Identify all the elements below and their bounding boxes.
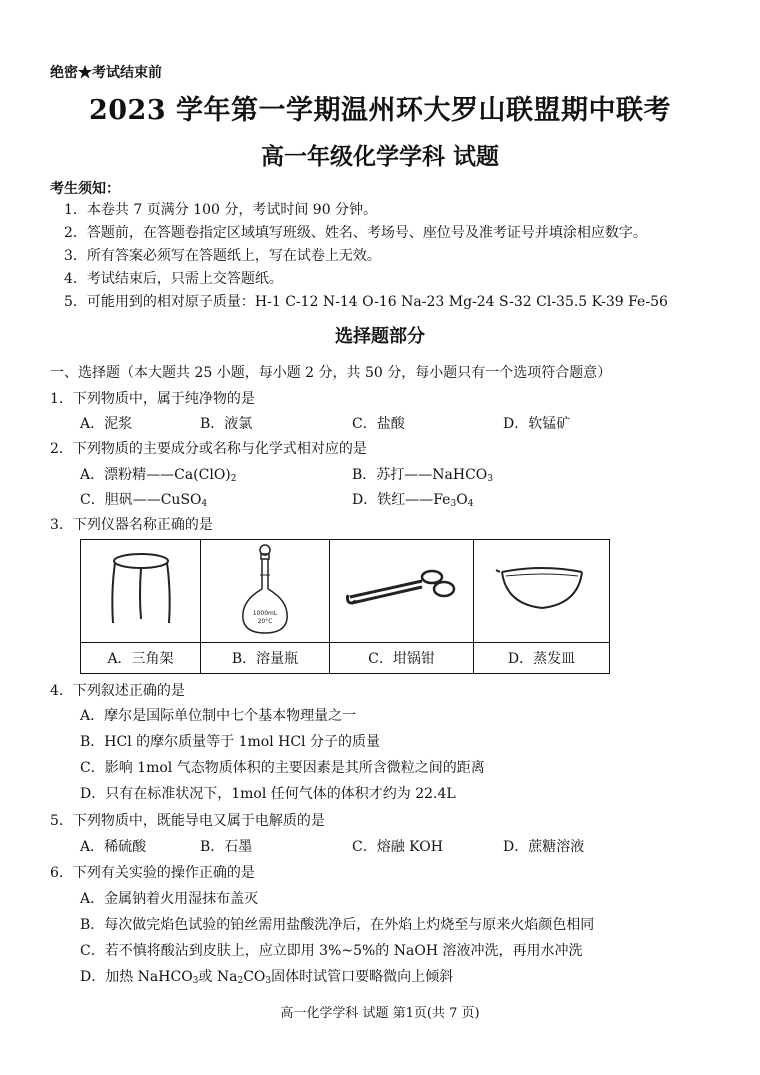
secret-label: 绝密★考试结束前	[50, 65, 162, 81]
flask-temp-label: 20°C	[257, 618, 273, 625]
section-intro: 一、选择题（本大题共 25 小题，每小题 2 分，共 50 分，每小题只有一个选项符合题意）	[50, 365, 612, 381]
notice-item: 5．可能用到的相对原子质量：H-1 C-12 N-14 O-16 Na-23 Mg-24 S-32 Cl-35.5 K-39 Fe-56	[64, 294, 668, 310]
apparatus-cell	[201, 540, 330, 643]
option-c: C．熔融 KOH	[352, 839, 443, 855]
option-c: C．胆矾——CuSO$_4$	[80, 492, 208, 509]
question-5-options	[80, 836, 680, 856]
notice-heading: 考生须知：	[50, 181, 120, 197]
apparatus-cell	[474, 540, 610, 643]
exam-subtitle: 高一年级化学学科 试题	[260, 143, 499, 170]
apparatus-label: A．三角架	[81, 643, 201, 674]
volumetric-flask-icon	[235, 541, 295, 637]
option-a: A．泥浆	[80, 416, 133, 432]
option-c: C．影响 1mol 气态物质体积的主要因素是其所含微粒之间的距离	[80, 760, 485, 776]
question-6-stem: 6．下列有关实验的操作正确的是	[50, 865, 255, 881]
option-a: A．漂粉精$——Ca(ClO)_2$	[80, 467, 237, 484]
option-b: B．每次做完焰色试验的铂丝需用盐酸洗净后，在外焰上灼烧至与原来火焰颜色相同	[80, 917, 595, 933]
question-2-options-row1	[80, 464, 680, 484]
question-2-options-row2	[80, 489, 680, 509]
apparatus-cell	[330, 540, 474, 643]
option-c: C．盐酸	[352, 416, 405, 432]
section-title: 选择题部分	[335, 326, 425, 347]
apparatus-label: D．蒸发皿	[474, 643, 610, 674]
notice-list	[64, 199, 668, 314]
tripod-icon	[91, 541, 191, 637]
option-b: B．苏打——NaHCO$_3$	[352, 467, 494, 484]
option-b: B．液氯	[200, 416, 253, 432]
evaporating-dish-icon	[492, 554, 592, 624]
option-d: D．蔗糖溶液	[503, 839, 585, 855]
notice-item: 1．本卷共 7 页满分 100 分，考试时间 90 分钟。	[64, 202, 378, 218]
exam-title: 2023 学年第一学期温州环大罗山联盟期中联考	[88, 95, 672, 126]
option-b: B．石墨	[200, 839, 253, 855]
question-1-stem: 1．下列物质中，属于纯净物的是	[50, 391, 255, 407]
apparatus-label: B．溶量瓶	[201, 643, 330, 674]
question-3-stem: 3．下列仪器名称正确的是	[50, 517, 213, 533]
question-4-stem: 4．下列叙述正确的是	[50, 683, 185, 699]
option-a: A．摩尔是国际单位制中七个基本物理量之一	[80, 708, 357, 724]
option-d: D．软锰矿	[503, 416, 571, 432]
notice-item: 4．考试结束后，只需上交答题纸。	[64, 271, 283, 287]
notice-item: 3．所有答案必须写在答题纸上，写在试卷上无效。	[64, 248, 381, 264]
question-2-stem: 2．下列物质的主要成分或名称与化学式相对应的是	[50, 441, 367, 457]
question-1-options	[80, 413, 680, 433]
option-d: D．加热 NaHCO$_3$或 $Na_2CO_3$固体时试管口要略微向上倾斜	[80, 969, 454, 986]
option-d: D．铁红$——Fe_3O_4$	[352, 492, 474, 509]
page-footer: 高一化学学科 试题 第1页(共 7 页)	[280, 1006, 480, 1021]
apparatus-cell	[81, 540, 201, 643]
option-b: B．HCl 的摩尔质量等于 1mol HCl 分子的质量	[80, 734, 380, 750]
option-d: D．只有在标准状况下，1mol 任何气体的体积才约为 22.4L	[80, 786, 456, 802]
apparatus-table	[80, 539, 610, 674]
option-a: A．金属钠着火用湿抹布盖灭	[80, 891, 259, 907]
apparatus-label: C．坩锅钳	[330, 643, 474, 674]
notice-item: 2．答题前，在答题卷指定区域填写班级、姓名、考场号、座位号及准考证号并填涂相应数字。	[64, 225, 647, 241]
question-5-stem: 5．下列物质中，既能导电又属于电解质的是	[50, 813, 325, 829]
flask-volume-label: 1000mL	[252, 610, 278, 617]
option-a: A．稀硫酸	[80, 839, 147, 855]
option-c: C．若不慎将酸沾到皮肤上，应立即用 3%~5%的 NaOH 溶液冲洗，再用水冲洗	[80, 943, 583, 959]
crucible-tongs-icon	[342, 559, 462, 619]
